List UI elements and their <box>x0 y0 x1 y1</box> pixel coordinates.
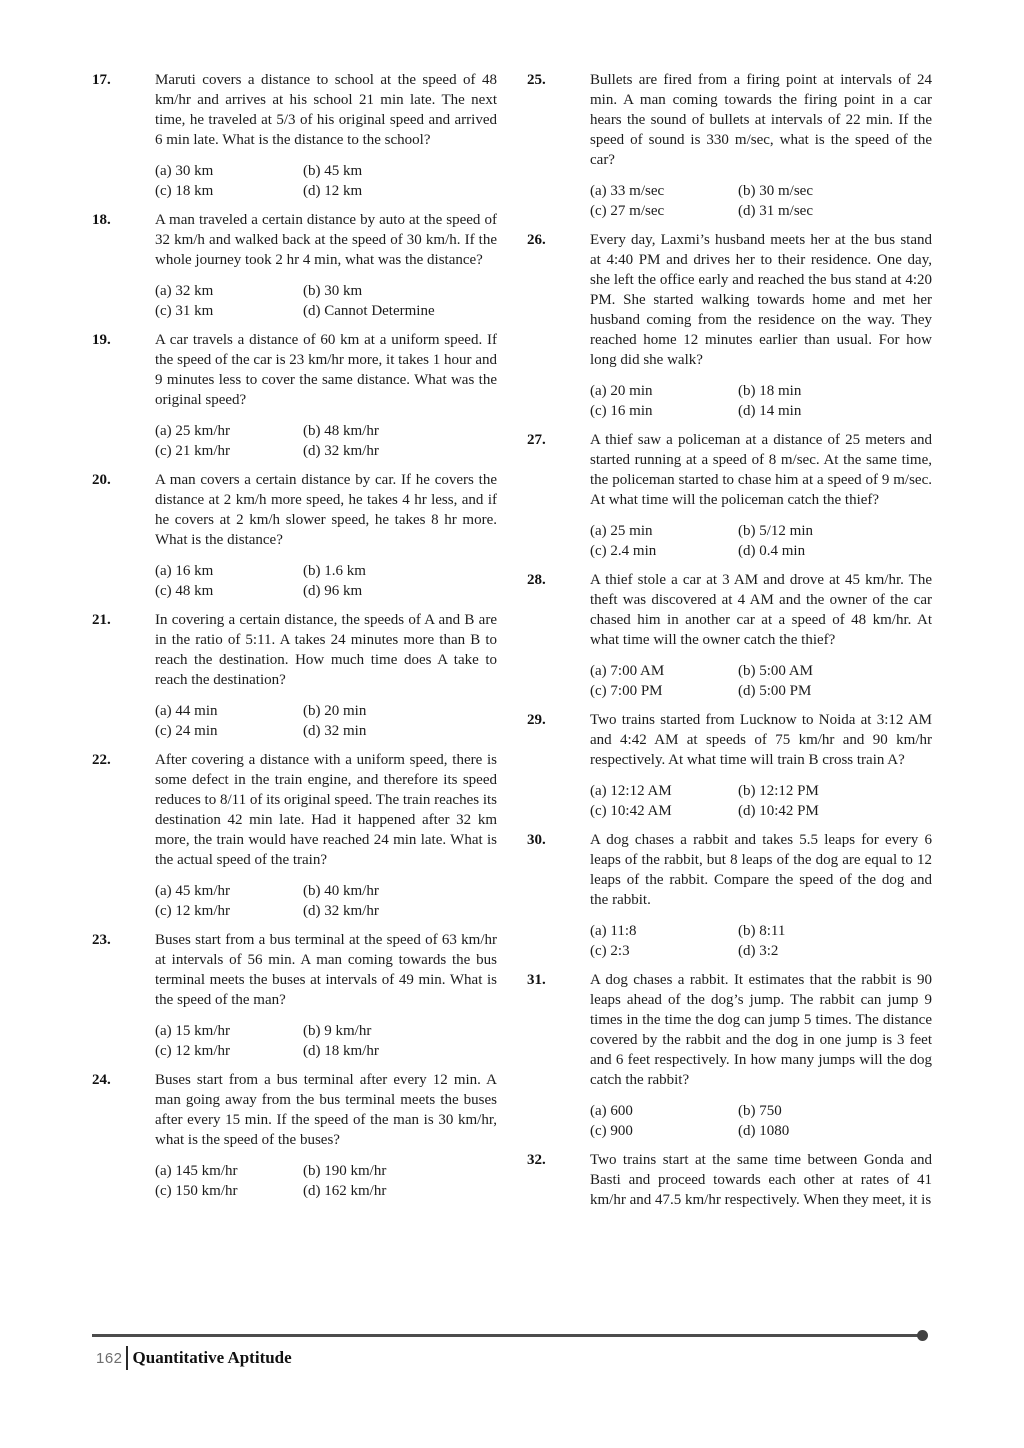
option: (b) 5:00 AM <box>738 663 813 679</box>
option: (d) Cannot Determine <box>303 303 435 319</box>
options-grid <box>155 561 497 601</box>
option: (d) 96 km <box>303 583 363 599</box>
question-number: 19. <box>92 332 111 348</box>
option: (c) 24 min <box>155 723 218 739</box>
question-26 <box>527 230 932 421</box>
option: (c) 12 km/hr <box>155 1043 230 1059</box>
option: (a) 16 km <box>155 563 214 579</box>
option: (a) 20 min <box>590 383 653 399</box>
option: (c) 21 km/hr <box>155 443 230 459</box>
question-body <box>155 750 497 921</box>
question-25 <box>527 70 932 221</box>
question-number: 30. <box>527 832 546 848</box>
option: (a) 32 km <box>155 283 214 299</box>
question-17 <box>92 70 497 201</box>
question-27 <box>527 430 932 561</box>
options-grid <box>590 661 932 701</box>
option: (a) 12:12 AM <box>590 783 672 799</box>
question-body <box>590 430 932 561</box>
footer-rule-dot <box>917 1330 928 1341</box>
option: (c) 12 km/hr <box>155 903 230 919</box>
left-column <box>92 70 497 1219</box>
option: (c) 16 min <box>590 403 653 419</box>
question-text: A thief saw a policeman at a distance of 25 meters and started running at a speed of 8 m/sec. At the same time, the policeman started to chase him at a speed of 9 m/sec. At what time will the policeman catch the thief? <box>590 432 932 508</box>
question-number: 25. <box>527 72 546 88</box>
option: (b) 48 km/hr <box>303 423 379 439</box>
option: (d) 18 km/hr <box>303 1043 379 1059</box>
question-text: Two trains start at the same time between Gonda and Basti and proceed towards each other at rates of 41 km/hr and 47.5 km/hr respectively. When they meet, it is <box>590 1152 932 1208</box>
question-text: A man traveled a certain distance by auto at the speed of 32 km/h and walked back at the speed of 30 km/h. If the whole journey took 2 hr 4 min, what was the distance? <box>155 212 497 268</box>
question-number: 17. <box>92 72 111 88</box>
options-grid <box>155 1021 497 1061</box>
question-22 <box>92 750 497 921</box>
question-body <box>155 210 497 321</box>
option: (b) 40 km/hr <box>303 883 379 899</box>
option: (b) 30 km <box>303 283 363 299</box>
option: (c) 2:3 <box>590 943 630 959</box>
question-text: Buses start from a bus terminal after every 12 min. A man going away from the bus terminal meets the buses after every 15 min. If the speed of the man is 30 km/hr, what is the speed of the buses? <box>155 1072 497 1148</box>
option: (b) 750 <box>738 1103 782 1119</box>
question-number: 29. <box>527 712 546 728</box>
options-grid <box>590 181 932 221</box>
question-number: 21. <box>92 612 111 628</box>
option: (b) 5/12 min <box>738 523 813 539</box>
question-body <box>155 330 497 461</box>
question-text: A thief stole a car at 3 AM and drove at 45 km/hr. The theft was discovered at 4 AM and the owner of the car chased him in another car at a speed of 48 km/hr. At what time will the owner catch the thief? <box>590 572 932 648</box>
option: (c) 27 m/sec <box>590 203 665 219</box>
option: (c) 31 km <box>155 303 214 319</box>
option: (b) 18 min <box>738 383 802 399</box>
question-30 <box>527 830 932 961</box>
question-32 <box>527 1150 932 1210</box>
question-body <box>590 710 932 821</box>
question-body <box>155 610 497 741</box>
option: (c) 900 <box>590 1123 633 1139</box>
options-grid <box>590 1101 932 1141</box>
option: (b) 8:11 <box>738 923 786 939</box>
option: (a) 11:8 <box>590 923 637 939</box>
options-grid <box>155 421 497 461</box>
options-grid <box>155 1161 497 1201</box>
option: (a) 600 <box>590 1103 633 1119</box>
option: (d) 10:42 PM <box>738 803 819 819</box>
option: (d) 14 min <box>738 403 802 419</box>
question-body <box>155 70 497 201</box>
option: (c) 10:42 AM <box>590 803 672 819</box>
question-20 <box>92 470 497 601</box>
question-19 <box>92 330 497 461</box>
question-18 <box>92 210 497 321</box>
option: (a) 7:00 AM <box>590 663 665 679</box>
question-29 <box>527 710 932 821</box>
question-body <box>590 970 932 1141</box>
option: (b) 30 m/sec <box>738 183 813 199</box>
option: (b) 12:12 PM <box>738 783 819 799</box>
page-number: 162 <box>96 1349 123 1367</box>
question-body <box>590 70 932 221</box>
option: (d) 32 km/hr <box>303 443 379 459</box>
options-grid <box>590 781 932 821</box>
question-text: Two trains started from Lucknow to Noida at 3:12 AM and 4:42 AM at speeds of 75 km/hr and 90 km/hr respectively. At what time will train B cross train A? <box>590 712 932 768</box>
options-grid <box>590 521 932 561</box>
question-text: Maruti covers a distance to school at the speed of 48 km/hr and arrives at his school 21 min late. The next time, he traveled at 5/3 of his original speed and arrived 6 min late. What is the distance to the school? <box>155 72 497 148</box>
question-number: 20. <box>92 472 111 488</box>
option: (d) 3:2 <box>738 943 779 959</box>
option: (c) 150 km/hr <box>155 1183 238 1199</box>
option: (d) 5:00 PM <box>738 683 812 699</box>
option: (a) 25 km/hr <box>155 423 230 439</box>
right-column <box>527 70 932 1219</box>
option: (d) 32 min <box>303 723 367 739</box>
question-number: 27. <box>527 432 546 448</box>
question-number: 22. <box>92 752 111 768</box>
option: (d) 31 m/sec <box>738 203 813 219</box>
question-text: Buses start from a bus terminal at the speed of 63 km/hr at intervals of 56 min. A man coming towards the bus terminal meets the buses at intervals of 49 min. What is the speed of the man? <box>155 932 497 1008</box>
options-grid <box>590 921 932 961</box>
option: (c) 18 km <box>155 183 214 199</box>
question-23 <box>92 930 497 1061</box>
question-body <box>155 470 497 601</box>
footer-rule <box>92 1334 922 1337</box>
options-grid <box>155 701 497 741</box>
option: (d) 12 km <box>303 183 363 199</box>
questions-area <box>92 70 932 1219</box>
option: (d) 32 km/hr <box>303 903 379 919</box>
option: (b) 190 km/hr <box>303 1163 387 1179</box>
question-number: 26. <box>527 232 546 248</box>
question-number: 31. <box>527 972 546 988</box>
option: (a) 45 km/hr <box>155 883 230 899</box>
options-grid <box>155 281 497 321</box>
option: (a) 25 min <box>590 523 653 539</box>
question-text: A dog chases a rabbit. It estimates that the rabbit is 90 leaps ahead of the dog’s jump. The rabbit can jump 9 times in the time the dog can jump 5 times. The distance covered by the rabbit and the dog in one jump is 3 feet and 6 feet respectively. In how many jumps will the dog catch the rabbit? <box>590 972 932 1088</box>
question-text: After covering a distance with a uniform speed, there is some defect in the train engine, and therefore its speed reduces to 8/11 of its original speed. The train reaches its destination 42 min late. Had it happened after 32 km more, the train would have reached 24 min late. What is the actual speed of the train? <box>155 752 497 868</box>
question-number: 32. <box>527 1152 546 1168</box>
question-number: 23. <box>92 932 111 948</box>
option: (c) 7:00 PM <box>590 683 663 699</box>
question-number: 18. <box>92 212 111 228</box>
option: (c) 48 km <box>155 583 214 599</box>
question-31 <box>527 970 932 1141</box>
question-body <box>155 930 497 1061</box>
question-text: A man covers a certain distance by car. If he covers the distance at 2 km/h more speed, he takes 4 hr less, and if he covers at 2 km/h slower speed, he takes 8 hr more. What is the distance? <box>155 472 497 548</box>
option: (a) 33 m/sec <box>590 183 665 199</box>
question-body <box>590 570 932 701</box>
question-text: A dog chases a rabbit and takes 5.5 leaps for every 6 leaps of the rabbit, but 8 leaps of the dog are equal to 12 leaps of the rabbit. Compare the speed of the dog and the rabbit. <box>590 832 932 908</box>
option: (d) 0.4 min <box>738 543 806 559</box>
question-text: In covering a certain distance, the speeds of A and B are in the ratio of 5:11. A takes 24 minutes more than B to reach the destination. How much time does A take to reach the destination? <box>155 612 497 688</box>
options-grid <box>590 381 932 421</box>
option: (a) 30 km <box>155 163 214 179</box>
footer-divider <box>126 1346 128 1370</box>
question-body <box>590 230 932 421</box>
question-body <box>590 1150 932 1210</box>
option: (b) 20 min <box>303 703 367 719</box>
question-body <box>590 830 932 961</box>
option: (b) 1.6 km <box>303 563 366 579</box>
option: (c) 2.4 min <box>590 543 657 559</box>
option: (a) 145 km/hr <box>155 1163 238 1179</box>
options-grid <box>155 881 497 921</box>
option: (b) 9 km/hr <box>303 1023 372 1039</box>
question-text: A car travels a distance of 60 km at a uniform speed. If the speed of the car is 23 km/hr more, it takes 1 hour and 9 minutes less to cover the same distance. What was the original speed? <box>155 332 497 408</box>
question-number: 24. <box>92 1072 111 1088</box>
option: (d) 162 km/hr <box>303 1183 387 1199</box>
question-28 <box>527 570 932 701</box>
question-body <box>155 1070 497 1201</box>
option: (d) 1080 <box>738 1123 790 1139</box>
options-grid <box>155 161 497 201</box>
question-text: Every day, Laxmi’s husband meets her at the bus stand at 4:40 PM and drives her to their residence. One day, she left the office early and reached the bus stand at 4:20 PM. She started walking towards home and met her husband coming from the residence on the way. They reached home 12 minutes earlier than usual. For how long did she walk? <box>590 232 932 368</box>
question-21 <box>92 610 497 741</box>
page-footer <box>96 1346 292 1370</box>
option: (a) 44 min <box>155 703 218 719</box>
question-24 <box>92 1070 497 1201</box>
question-text: Bullets are fired from a firing point at intervals of 24 min. A man coming towards the firing point in a car hears the sound of bullets at intervals of 22 min. If the speed of sound is 330 m/sec, what is the speed of the car? <box>590 72 932 168</box>
option: (b) 45 km <box>303 163 363 179</box>
book-title: Quantitative Aptitude <box>132 1348 292 1367</box>
question-number: 28. <box>527 572 546 588</box>
option: (a) 15 km/hr <box>155 1023 230 1039</box>
